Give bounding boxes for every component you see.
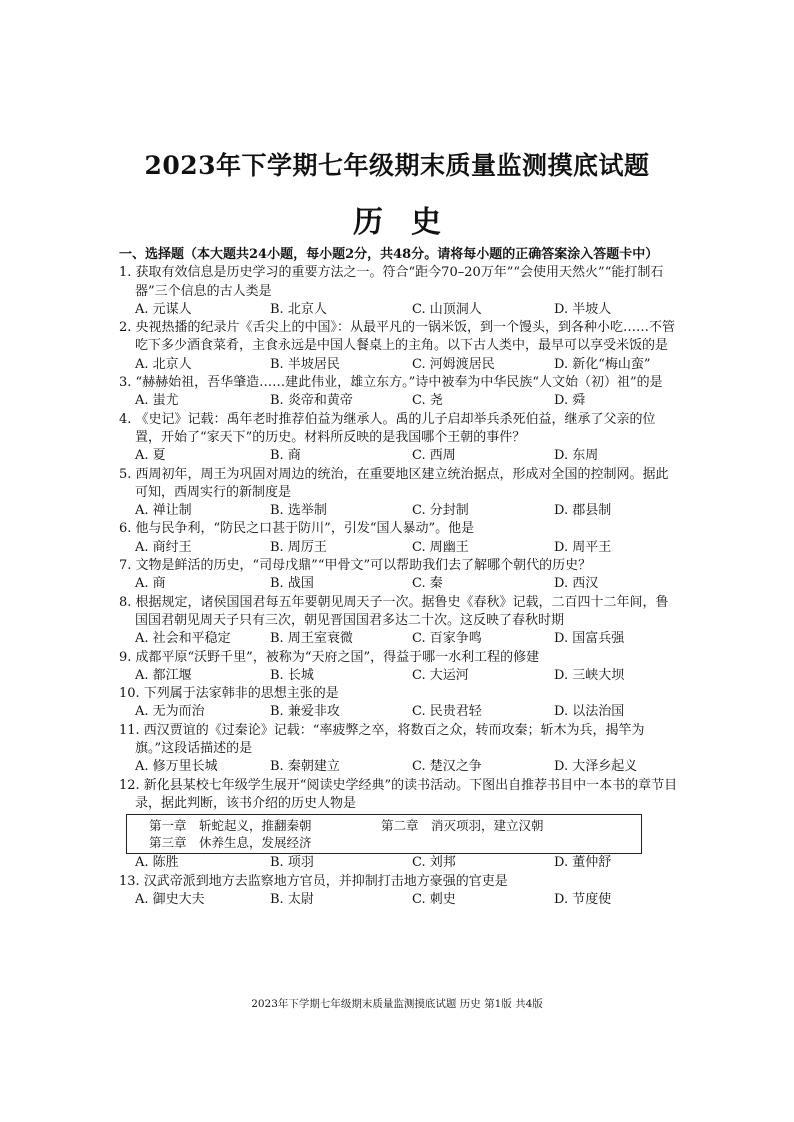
subject-title: 历史	[353, 205, 469, 240]
question-stem: 7. 文物是鲜活的历史，“司母戊鼎”“甲骨文”可以帮助我们去了解哪个朝代的历史？	[119, 558, 592, 574]
chapter-table-of-contents	[126, 814, 642, 854]
question-12	[119, 777, 681, 873]
option-d: D. 舜	[554, 393, 586, 409]
option-c: C. 刘邦	[412, 855, 456, 871]
option-c: C. 西周	[412, 448, 456, 464]
question-2	[119, 319, 681, 374]
option-b: B. 北京人	[270, 301, 327, 317]
option-c: C. 分封制	[412, 503, 469, 519]
option-a: A. 修万里长城	[135, 759, 218, 775]
option-c: C. 大运河	[412, 667, 469, 683]
options-row	[119, 703, 681, 721]
option-c: C. 百家争鸣	[412, 631, 482, 647]
question-stem: 6. 他与民争利，“防民之口甚于防川”，引发“国人暴动”。他是	[119, 521, 475, 537]
option-d: D. 半坡人	[554, 301, 612, 317]
options-row	[119, 667, 681, 685]
option-d: D. 国富兵强	[554, 631, 625, 647]
option-b: B. 战国	[270, 576, 314, 592]
option-a: A. 元谋人	[135, 301, 192, 317]
toc-chapter-2: 第二章 消灭项羽，建立汉朝	[381, 818, 544, 834]
question-stem: 9. 成都平原“沃野千里”，被称为“天府之国”，得益于哪一水利工程的修建	[119, 649, 540, 665]
question-stem: 5. 西周初年，周王为巩固对周边的统治，在重要地区建立统治据点，形成对全国的控制网。据此可知，西周实行的新制度是	[119, 466, 669, 500]
option-d: D. 西汉	[554, 576, 599, 592]
option-d: D. 新化“梅山蛮”	[554, 356, 651, 372]
question-stem: 10. 下列属于法家韩非的思想主张的是	[119, 686, 339, 702]
question-5	[119, 466, 681, 521]
options-row	[119, 758, 681, 776]
options-row	[119, 356, 681, 374]
option-a: A. 夏	[135, 448, 166, 464]
question-13	[119, 873, 681, 910]
option-a: A. 商	[135, 576, 166, 592]
option-d: D. 郡县制	[554, 503, 612, 519]
option-b: B. 太尉	[270, 891, 314, 907]
question-stem: 13. 汉武帝派到地方去监察地方官员，并抑制打击地方豪强的官吏是	[119, 873, 508, 889]
option-b: B. 兼爱非攻	[270, 704, 340, 720]
options-row	[119, 301, 681, 319]
question-11	[119, 722, 681, 777]
question-stem: 11. 西汉贾谊的《过秦论》记载：“率疲弊之卒，将数百之众，转而攻秦；斩木为兵，揭竿为旗。”这段话描述的是	[119, 722, 645, 757]
question-3	[119, 374, 681, 411]
option-c: C. 山顶洞人	[412, 301, 482, 317]
option-a: A. 禅让制	[135, 503, 192, 519]
option-c: C. 河姆渡居民	[412, 356, 495, 372]
question-stem: 1. 获取有效信息是历史学习的重要方法之一。符合“距今70–20万年”“会使用天然火”“能打制石器”三个信息的古人类是	[119, 265, 664, 299]
option-d: D. 大泽乡起义	[554, 759, 638, 775]
question-section	[119, 246, 681, 909]
question-1	[119, 264, 681, 319]
option-c: C. 周幽王	[412, 539, 469, 555]
question-6	[119, 520, 681, 557]
option-b: B. 秦朝建立	[270, 759, 340, 775]
options-row	[119, 854, 681, 872]
options-row	[119, 447, 681, 465]
option-d: D. 三峡大坝	[554, 667, 625, 683]
question-stem: 12. 新化县某校七年级学生展开“阅读史学经典”的读书活动。下图出自推荐书目中一本书的章节目录，据此判断，该书介绍的历史人物是	[119, 777, 678, 811]
option-c: C. 秦	[412, 576, 443, 592]
option-c: C. 刺史	[412, 891, 456, 907]
option-b: B. 周厉王	[270, 539, 327, 555]
option-b: B. 选举制	[270, 503, 327, 519]
exam-title: 2023年下学期七年级期末质量监测摸底试题	[144, 151, 650, 180]
option-a: A. 无为而治	[135, 704, 205, 720]
option-c: C. 尧	[412, 393, 443, 409]
option-d: D. 周平王	[554, 539, 612, 555]
option-a: A. 北京人	[135, 356, 192, 372]
toc-chapter-1: 第一章 斩蛇起义，推翻秦朝	[149, 818, 312, 834]
option-a: A. 都江堰	[135, 667, 192, 683]
option-a: A. 陈胜	[135, 855, 179, 871]
section-header: 一、选择题（本大题共24小题，每小题2分，共48分。请将每小题的正确答案涂入答题卡中）	[119, 247, 659, 262]
question-10	[119, 685, 681, 722]
question-4	[119, 411, 681, 466]
question-8	[119, 594, 681, 649]
toc-chapter-3: 第三章 休养生息，发展经济	[149, 835, 312, 851]
options-row	[119, 891, 681, 909]
option-d: D. 东周	[554, 448, 599, 464]
option-b: B. 商	[270, 448, 301, 464]
option-c: C. 民贵君轻	[412, 704, 482, 720]
question-stem: 4. 《史记》记载：禹年老时推荐伯益为继承人。禹的儿子启却举兵杀死伯益，继承了父亲的位置，开始了“家天下”的历史。材料所反映的是我国哪个王朝的事件？	[119, 411, 656, 445]
question-7	[119, 557, 681, 594]
option-a: A. 蚩尤	[135, 393, 179, 409]
option-d: D. 节度使	[554, 891, 612, 907]
options-row	[119, 630, 681, 648]
option-b: B. 长城	[270, 667, 314, 683]
option-b: B. 半坡居民	[270, 356, 340, 372]
option-b: B. 项羽	[270, 855, 314, 871]
question-9	[119, 649, 681, 686]
page-footer: 2023年下学期七年级期末质量监测摸底试题 历史 第1版 共4版	[251, 998, 543, 1010]
options-row	[119, 539, 681, 557]
option-b: B. 周王室衰微	[270, 631, 353, 647]
question-stem: 3. “赫赫始祖，吾华肇造……建此伟业，雄立东方。”诗中被奉为中华民族“人文始（初）祖”的是	[119, 375, 663, 391]
option-a: A. 御史大夫	[135, 891, 205, 907]
option-a: A. 商纣王	[135, 539, 192, 555]
option-d: D. 以法治国	[554, 704, 625, 720]
toc-row	[149, 834, 641, 851]
option-d: D. 董仲舒	[554, 855, 612, 871]
option-b: B. 炎帝和黄帝	[270, 393, 353, 409]
toc-row	[149, 817, 641, 834]
options-row	[119, 575, 681, 593]
question-stem: 8. 根据规定，诸侯国国君每五年要朝见周天子一次。据鲁史《春秋》记载，二百四十二年间，鲁国国君朝见周天子只有三次，朝见晋国国君多达二十次。这反映了春秋时期	[119, 594, 669, 628]
options-row	[119, 502, 681, 520]
question-stem: 2. 央视热播的纪录片《舌尖上的中国》：从最平凡的一锅米饭，到一个馒头，到各种小吃……不管吃下多少酒食菜肴，主食永远是中国人餐桌上的主角。以下古人类中，最早可以享受米饭的是	[119, 320, 676, 354]
option-a: A. 社会和平稳定	[135, 631, 231, 647]
option-c: C. 楚汉之争	[412, 759, 482, 775]
options-row	[119, 392, 681, 410]
